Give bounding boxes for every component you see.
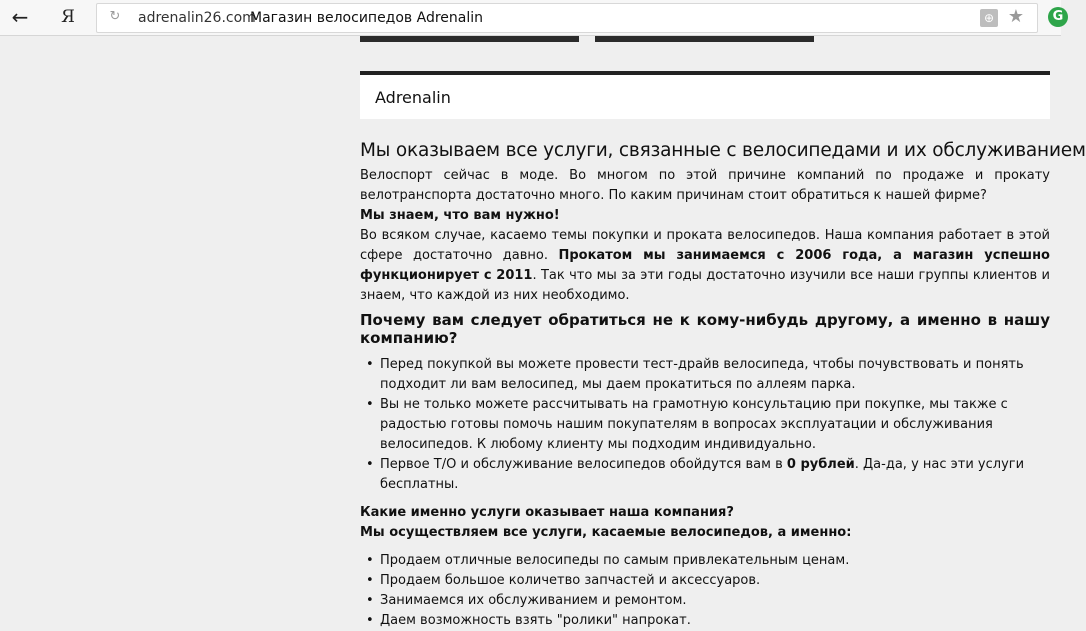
- yandex-logo-icon[interactable]: Я: [61, 7, 75, 27]
- history-text-end: . Так что мы за эти годы достаточно изучили все наши группы клиентов и знаем, что каждой из них необходимо.: [360, 268, 1050, 303]
- site-name: Adrenalin: [375, 88, 451, 107]
- services-question: Какие именно услуги оказывает наша компания?: [360, 505, 734, 520]
- know-title: Мы знаем, что вам нужно!: [360, 208, 560, 223]
- list-item: • Занимаемся их обслуживанием и ремонтом.: [366, 591, 1050, 611]
- reason3-text: Первое Т/О и обслуживание велосипедов обойдутся вам в: [380, 457, 787, 472]
- reload-icon[interactable]: ↻: [109, 9, 121, 24]
- site-header: [360, 71, 1050, 119]
- address-bar[interactable]: [96, 3, 1038, 33]
- bookmark-star-icon[interactable]: ★: [1007, 6, 1025, 27]
- list-item: • Даем возможность взять "ролики" напрокат.: [366, 611, 1050, 631]
- browser-toolbar: [0, 0, 1064, 36]
- list-item: • Вы не только можете рассчитывать на грамотную консультацию при покупке, мы также с радостью готовы помочь нашим покупателям в вопросах эксплуатации и обслуживания велосипедов. К любому клиенту мы подходим индивидуально.: [366, 395, 1050, 455]
- history-text: Во всяком случае, касаемо темы покупки и проката велосипедов. Наша компания работает в этой сфере достаточно давно.: [360, 228, 1050, 263]
- nav-button-bar[interactable]: [595, 36, 814, 42]
- reasons-list: [360, 355, 1050, 495]
- extension-icon[interactable]: G: [1048, 7, 1068, 27]
- list-item: • Продаем отличные велосипеды по самым привлекательным ценам.: [366, 551, 1050, 571]
- intro-paragraph: Велоспорт сейчас в моде. Во многом по этой причине компаний по продаже и прокату велотранспорта достаточно много. По каким причинам стоит обратиться к нашей фирме?: [360, 168, 1050, 203]
- translate-icon[interactable]: ⊕: [980, 9, 998, 27]
- reason3-text-end: . Да-да, у нас эти услуги бесплатны.: [380, 457, 1025, 492]
- back-arrow-icon[interactable]: ←: [11, 5, 29, 29]
- nav-button-bar[interactable]: [360, 36, 579, 42]
- history-paragraph: [360, 226, 1050, 306]
- why-heading: Почему вам следует обратиться не к кому-нибудь другому, а именно в нашу компанию?: [360, 311, 1050, 347]
- article: [360, 140, 1086, 631]
- url-domain: adrenalin26.com: [138, 10, 256, 26]
- page-title: Магазин велосипедов Adrenalin: [250, 10, 484, 26]
- services-list: [360, 551, 1050, 631]
- article-heading: Мы оказываем все услуги, связанные с велосипедами и их обслуживанием: [360, 140, 1086, 161]
- list-item: • Перед покупкой вы можете провести тест-драйв велосипеда, чтобы почувствовать и понять подходит ли вам велосипед, мы даем прокатиться по аллеям парка.: [366, 355, 1050, 395]
- services-intro: Мы осуществляем все услуги, касаемые велосипедов, а именно:: [360, 525, 852, 540]
- list-item: [366, 455, 1050, 495]
- history-bold-text: Прокатом мы занимаемся с 2006 года, а магазин успешно функционирует с 2011: [360, 248, 1050, 283]
- reason3-price: 0 рублей: [786, 457, 855, 472]
- list-item: • Продаем большое количетво запчастей и аксессуаров.: [366, 571, 1050, 591]
